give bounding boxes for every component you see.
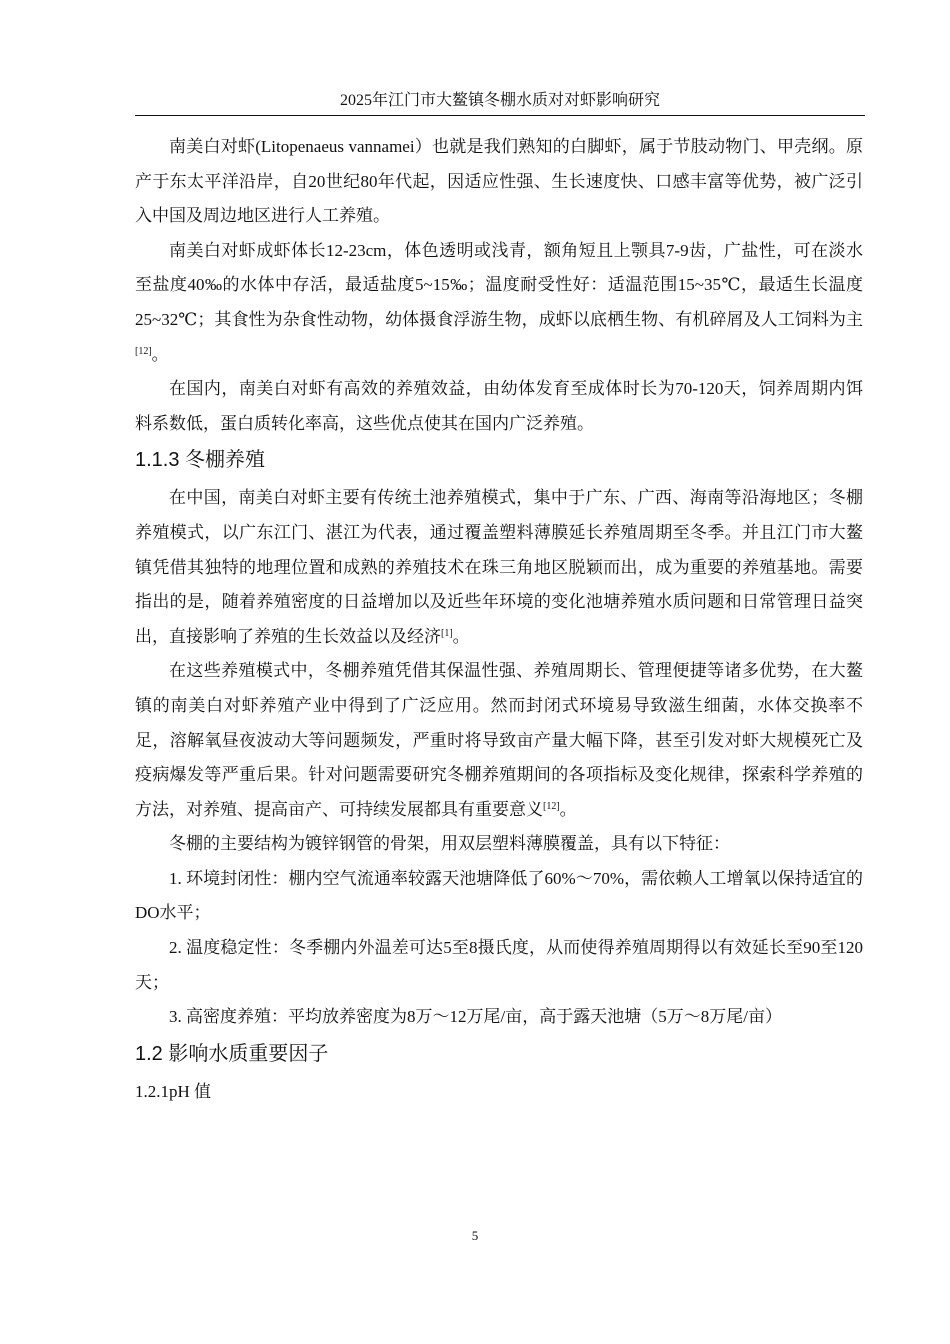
paragraph-farming-modes bbox=[135, 481, 863, 654]
paragraph-benefits: 在国内，南美白对虾有高效的养殖效益，由幼体发育至成体时长为70-120天，饲养周期内饵料系数低，蛋白质转化率高，这些优点使其在国内广泛养殖。 bbox=[135, 379, 863, 433]
paragraph-winter-shed-issues-text: 在这些养殖模式中，冬棚养殖凭借其保温性强、养殖周期长、管理便捷等诸多优势，在大鳌镇的南美白对虾养殖产业中得到了广泛应用。然而封闭式环境易导致滋生细菌，水体交换率不足，溶解氧昼夜波动大等问题频发，严重时将导致亩产量大幅下降，甚至引发对虾大规模死亡及疫病爆发等严重后果。针对问题需要研究冬棚养殖期间的各项指标及变化规律，探索科学养殖的方法，对养殖、提高亩产、可持续发展都具有重要意义 bbox=[135, 661, 863, 819]
section-heading-winter-shed: 1.1.3 冬棚养殖 bbox=[135, 449, 266, 472]
body-content bbox=[135, 130, 863, 1109]
paragraph-end-mark: 。 bbox=[559, 799, 577, 819]
paragraph-farming-modes-text: 在中国，南美白对虾主要有传统土池养殖模式，集中于广东、广西、海南等沿海地区；冬棚养殖模式，以广东江门、湛江为代表，通过覆盖塑料薄膜延长养殖周期至冬季。并且江门市大鳌镇凭借其独特的地理位置和成熟的养殖技术在珠三角地区脱颖而出，成为重要的养殖基地。需要指出的是，随着养殖密度的日益增加以及近些年环境的变化池塘养殖水质问题和日常管理日益突出，直接影响了养殖的生长效益以及经济 bbox=[135, 488, 863, 646]
header-rule bbox=[135, 115, 865, 116]
list-item-enclosure: 1. 环境封闭性：棚内空气流通率较露天池塘降低了60%～70%，需依赖人工增氧以保持适宜的DO水平； bbox=[135, 868, 863, 923]
paragraph-winter-shed-issues bbox=[135, 654, 863, 827]
paragraph-morphology bbox=[135, 234, 863, 372]
paragraph-end-mark: 。 bbox=[151, 344, 169, 364]
citation: [12] bbox=[543, 800, 560, 812]
paragraph-morphology-text: 南美白对虾成虾体长12-23cm，体色透明或浅青，额角短且上颚具7-9齿，广盐性，可在淡水至盐度40‰的水体中存活，最适盐度5~15‰；温度耐受性好：适温范围15~35℃，最适生长温度25~32℃；其食性为杂食性动物，幼体摄食浮游生物，成虾以底栖生物、有机碎屑及人工饲料为主 bbox=[135, 240, 863, 329]
paragraph-structure: 冬棚的主要结构为镀锌钢管的骨架，用双层塑料薄膜覆盖，具有以下特征： bbox=[169, 834, 730, 854]
subsection-heading-ph: 1.2.1pH 值 bbox=[135, 1081, 212, 1101]
section-heading-water-factors: 1.2 影响水质重要因子 bbox=[135, 1042, 329, 1065]
list-item-temperature: 2. 温度稳定性：冬季棚内外温差可达5至8摄氏度，从而使得养殖周期得以有效延长至90至120天； bbox=[135, 938, 863, 992]
citation: [1] bbox=[441, 627, 453, 639]
page-number: 5 bbox=[471, 1228, 479, 1243]
running-header: 2025年江门市大鳌镇冬棚水质对对虾影响研究 bbox=[339, 92, 660, 109]
paragraph-intro: 南美白对虾(Litopenaeus vannamei）也就是我们熟知的白脚虾，属于节肢动物门、甲壳纲。原产于东太平洋沿岸，自20世纪80年代起，因适应性强、生长速度快、口感丰富等优势，被广泛引入中国及周边地区进行人工养殖。 bbox=[135, 137, 863, 226]
paragraph-end-mark: 。 bbox=[452, 626, 470, 646]
citation: [12] bbox=[135, 345, 152, 357]
list-item-density: 3. 高密度养殖：平均放养密度为8万～12万尾/亩，高于露天池塘（5万～8万尾/亩） bbox=[169, 1007, 782, 1027]
